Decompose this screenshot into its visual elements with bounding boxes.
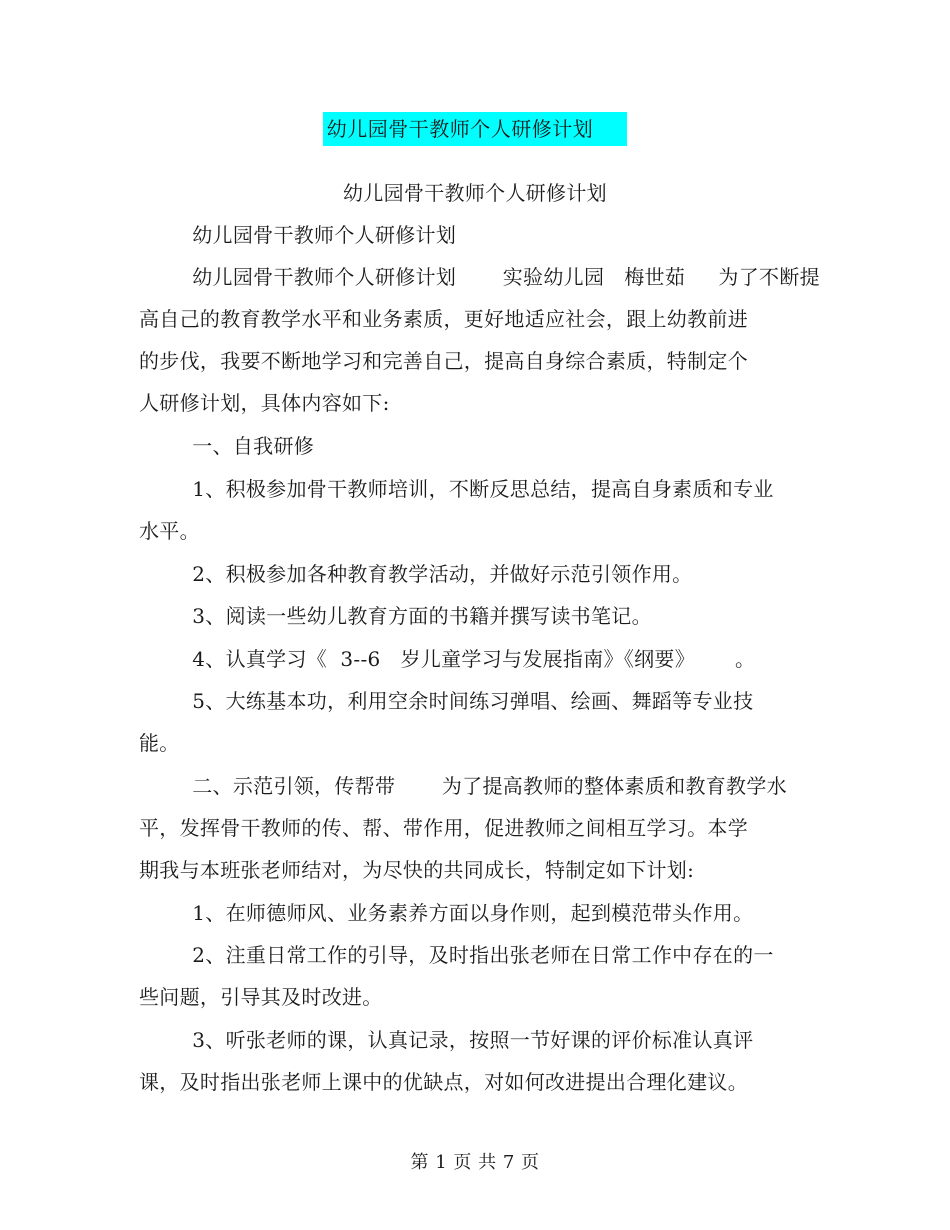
body-line: 高自己的教育教学水平和业务素质，更好地适应社会，跟上幼教前进 bbox=[139, 307, 748, 331]
body-line: 5、大练基本功，利用空余时间练习弹唱、绘画、舞蹈等专业技 bbox=[139, 689, 754, 713]
body-line: 幼儿园骨干教师个人研修计划 实验幼儿园 梅世茹 为了不断提 bbox=[139, 265, 820, 289]
document-subtitle: 幼儿园骨干教师个人研修计划 bbox=[343, 181, 607, 205]
body-line: 1、在师德师风、业务素养方面以身作则，起到模范带头作用。 bbox=[139, 901, 754, 925]
body-line: 水平。 bbox=[139, 519, 200, 543]
section-heading: 二、示范引领，传帮带 为了提高教师的整体素质和教育教学水 bbox=[139, 774, 787, 798]
body-line: 4、认真学习《 3--6 岁儿童学习与发展指南》《纲要》 。 bbox=[139, 647, 756, 671]
title-container bbox=[0, 112, 950, 146]
page-number-footer: 第 1 页 共 7 页 bbox=[410, 1152, 540, 1173]
body-line: 的步伐，我要不断地学习和完善自己，提高自身综合素质，特制定个 bbox=[139, 349, 748, 373]
body-line: 平，发挥骨干教师的传、帮、带作用，促进教师之间相互学习。本学 bbox=[139, 816, 748, 840]
body-line: 3、听张老师的课，认真记录，按照一节好课的评价标准认真评 bbox=[139, 1028, 754, 1052]
body-line: 2、积极参加各种教育教学活动，并做好示范引领作用。 bbox=[139, 562, 693, 586]
body-line: 幼儿园骨干教师个人研修计划 bbox=[139, 223, 457, 247]
body-line: 2、注重日常工作的引导，及时指出张老师在日常工作中存在的一 bbox=[139, 943, 774, 967]
body-line: 些问题，引导其及时改进。 bbox=[139, 985, 383, 1009]
body-line: 3、阅读一些幼儿教育方面的书籍并撰写读书笔记。 bbox=[139, 604, 652, 628]
section-heading: 一、自我研修 bbox=[139, 434, 315, 458]
body-line: 期我与本班张老师结对，为尽快的共同成长，特制定如下计划: bbox=[139, 858, 695, 882]
body-line: 人研修计划，具体内容如下: bbox=[139, 391, 390, 415]
body-line: 课，及时指出张老师上课中的优缺点，对如何改进提出合理化建议。 bbox=[139, 1070, 748, 1094]
body-line: 能。 bbox=[139, 731, 180, 755]
document-title: 幼儿园骨干教师个人研修计划 bbox=[323, 112, 628, 146]
body-line: 1、积极参加骨干教师培训，不断反思总结，提高自身素质和专业 bbox=[139, 477, 774, 501]
